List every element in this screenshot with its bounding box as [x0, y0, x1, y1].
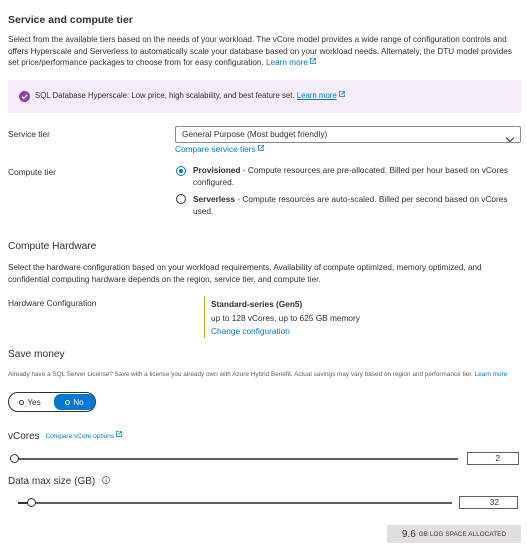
- section-description-text: Select from the available tiers based on the needs of your workload. The vCore model provides a wide range of configuration controls and offers Hyperscale and Serverless to automatically scale your database based on your workload needs. Alternately, the DTU model provides set price/performance packages to choose from for easy configuration.: [8, 35, 512, 67]
- serverless-option[interactable]: Serverless - Compute resources are auto-scaled. Billed per second based on vCores used.: [193, 194, 508, 216]
- radio-serverless[interactable]: [176, 194, 186, 204]
- change-configuration-link[interactable]: Change configuration: [211, 326, 290, 336]
- toggle-yes[interactable]: Yes: [12, 394, 48, 410]
- data-max-slider-thumb[interactable]: [27, 498, 36, 507]
- info-icon[interactable]: [102, 476, 110, 487]
- vcores-label: vCores Compare vCore options: [8, 431, 122, 442]
- hardware-accent-bar: [204, 296, 205, 338]
- vcores-slider-thumb[interactable]: [10, 454, 19, 463]
- radio-dot-icon: [19, 400, 24, 405]
- save-money-learn-more-link[interactable]: Learn more: [474, 371, 508, 378]
- chevron-down-icon: [505, 130, 515, 148]
- service-tier-select[interactable]: [175, 126, 521, 143]
- external-link-icon: [116, 431, 122, 437]
- external-link-icon: [339, 91, 345, 97]
- learn-more-link[interactable]: Learn more: [266, 58, 316, 67]
- banner-text: SQL Database Hyperscale: Low price, high scalability, and best feature set. Learn more: [35, 91, 345, 100]
- vcores-input[interactable]: 2: [467, 452, 519, 465]
- save-money-description: Already have a SQL Server License? Save with a license you already own with Azure Hybrid Benefit. Actual savings may vary based on region and performance tier. Learn more: [8, 371, 508, 378]
- log-space-badge: [387, 525, 521, 543]
- external-link-icon: [258, 145, 264, 151]
- toggle-no[interactable]: No: [54, 394, 95, 410]
- external-link-icon: [310, 58, 316, 64]
- section-title: Service and compute tier: [8, 14, 133, 26]
- data-max-size-label: Data max size (GB): [8, 476, 110, 487]
- compute-hardware-heading: Compute Hardware: [8, 241, 97, 252]
- service-tier-label: Service tier: [8, 129, 50, 139]
- service-tier-value: General Purpose (Most budget friendly): [182, 129, 328, 139]
- hardware-config-title: Standard-series (Gen5): [211, 299, 303, 309]
- hyperscale-icon: [19, 91, 30, 102]
- compare-vcore-options-link[interactable]: Compare vCore options: [45, 433, 122, 440]
- compare-service-tiers-link[interactable]: Compare service tiers: [175, 144, 264, 154]
- save-money-heading: Save money: [8, 349, 65, 360]
- hardware-config-label: Hardware Configuration: [8, 298, 97, 308]
- log-space-value: 9.6: [401, 528, 416, 540]
- radio-dot-icon: [65, 400, 70, 405]
- vcores-slider-track[interactable]: [14, 458, 458, 460]
- hardware-description: Select the hardware configuration based on your workload requirements. Availability of compute optimized, memory optimized, and confidential computing hardware depends on the region, service tier, and compute tier.: [8, 263, 482, 284]
- banner-learn-more-link[interactable]: Learn more: [296, 91, 337, 100]
- data-max-slider-track[interactable]: [18, 502, 452, 504]
- data-max-input[interactable]: 32: [459, 496, 518, 509]
- hardware-config-detail: up to 128 vCores, up to 625 GB memory: [211, 313, 360, 323]
- log-space-label: GB LOG SPACE ALLOCATED: [418, 530, 507, 538]
- compute-tier-label: Compute tier: [8, 167, 56, 177]
- section-description: [8, 34, 519, 69]
- radio-provisioned[interactable]: [176, 166, 186, 176]
- provisioned-option[interactable]: Provisioned - Compute resources are pre-allocated. Billed per hour based on vCores configured.: [193, 165, 508, 187]
